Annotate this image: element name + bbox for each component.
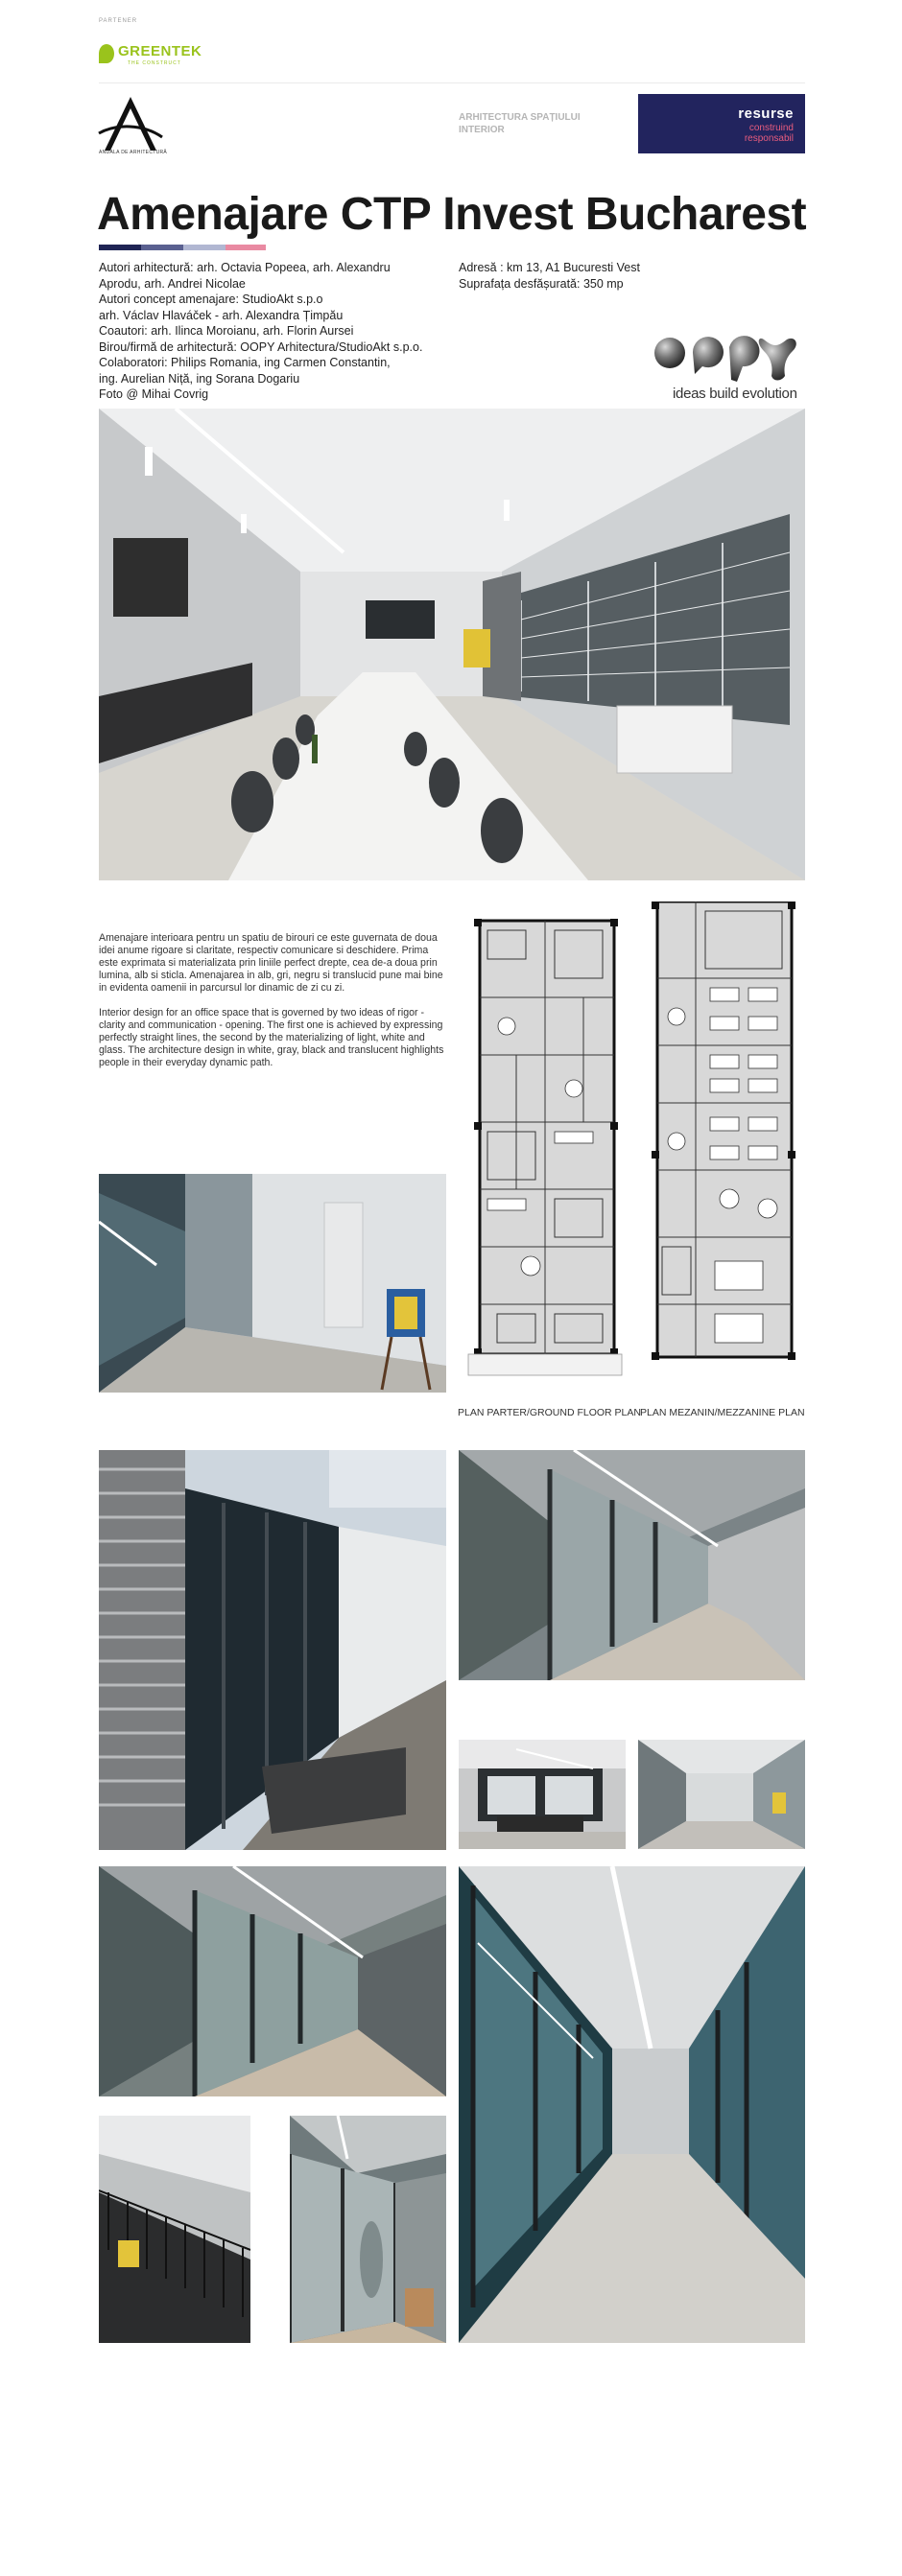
title-bar-segment [99,245,141,250]
header-divider [99,82,805,83]
photo-lobby [459,1740,626,1849]
project-description [99,932,447,1069]
credit-line: arh. Václav Hlaváček - arh. Alexandra Țimpău [99,308,344,322]
greentek-tagline: THE CONSTRUCT [128,60,181,66]
photo-frosted-glass [290,2116,446,2343]
mezzanine-plan-label: PLAN MEZANIN/MEZZANINE PLAN [640,1407,805,1418]
ground-floor-plan [459,902,627,1381]
oppy-tagline: ideas build evolution [673,386,797,402]
project-address-block [459,260,651,292]
project-address: Adresă : km 13, A1 Bucuresti Vest [459,261,640,274]
partner-label: PARTENER [99,18,138,24]
credit-line: Foto @ Mihai Covrig [99,387,209,401]
anuala-name: ANUALA DE ARHITECTURĂ [99,150,168,155]
title-bar-segment [183,245,226,250]
credit-line: Birou/firmă de arhitectură: OOPY Arhitectura/StudioAkt s.p.o. [99,340,423,354]
leaf-icon [99,44,114,63]
project-area: Suprafața desfășurată: 350 mp [459,276,624,291]
credit-line: ing. Aurelian Niță, ing Sorana Dogariu [99,371,300,386]
oppy-logo[interactable] [651,334,806,403]
ground-floor-plan-label: PLAN PARTER/GROUND FLOOR PLAN [458,1407,641,1418]
section-title: ARHITECTURA SPAȚIULUI INTERIOR [459,112,581,135]
title-bar-segment [226,245,266,250]
photo-meeting-room [99,409,805,880]
title-bar-segment [141,245,183,250]
photo-long-corridor [459,1866,805,2343]
credit-line: Colaboratori: Philips Romania, ing Carmen Constantin, [99,356,391,369]
project-title: Amenajare CTP Invest Bucharest [97,189,807,240]
resurse-logo[interactable] [638,94,805,153]
anuala-logo[interactable] [97,95,164,152]
resurse-tagline [745,123,794,144]
resurse-brand: resurse [738,105,794,122]
credit-line: Coautori: arh. Ilinca Moroianu, arh. Florin Aursei [99,324,354,338]
description-en: Interior design for an office space that is governed by two ideas of rigor - clarity and communication - opening. The first one is achieved by expressing perfectly straight lines, the second by the materializing of light, white and glass. The architecture design in white, gray, black and translucent highlights people in their everyday dynamic path. [99,1007,444,1068]
photo-glass-corridor-1 [459,1450,805,1680]
resurse-tagline-line2: responsabil [744,133,794,144]
photo-glass-corridor-2 [99,1866,446,2096]
mezzanine-plan [638,902,805,1381]
photo-exterior-facade [99,1450,446,1850]
project-credits [99,260,463,403]
greentek-name: GREENTEK [118,43,202,59]
credit-line: Autori concept amenajare: StudioAkt s.p.o [99,293,323,306]
greentek-logo[interactable] [99,42,224,69]
photo-staircase [99,2116,250,2343]
photo-office-corner [638,1740,805,1849]
photo-corridor-easel [99,1174,446,1393]
credit-line: Aprodu, arh. Andrei Nicolae [99,276,246,291]
description-ro: Amenajare interioara pentru un spatiu de birouri ce este guvernata de doua idei anume rigoare si claritate, respectiv comunicare si deschidere. Prima este exprimata si materializata prin liniile perfect drepte, cea de-a doua prin lumina, alb si sticla. Amenajarea in alb, gri, negru si translucid pune mai bine in evidenta oamenii in parcursul lor dinamic de zi cu zi. [99,932,443,994]
credit-line: Autori arhitectură: arh. Octavia Popeea, arh. Alexandru [99,261,391,274]
resurse-tagline-line1: construind [748,123,794,133]
